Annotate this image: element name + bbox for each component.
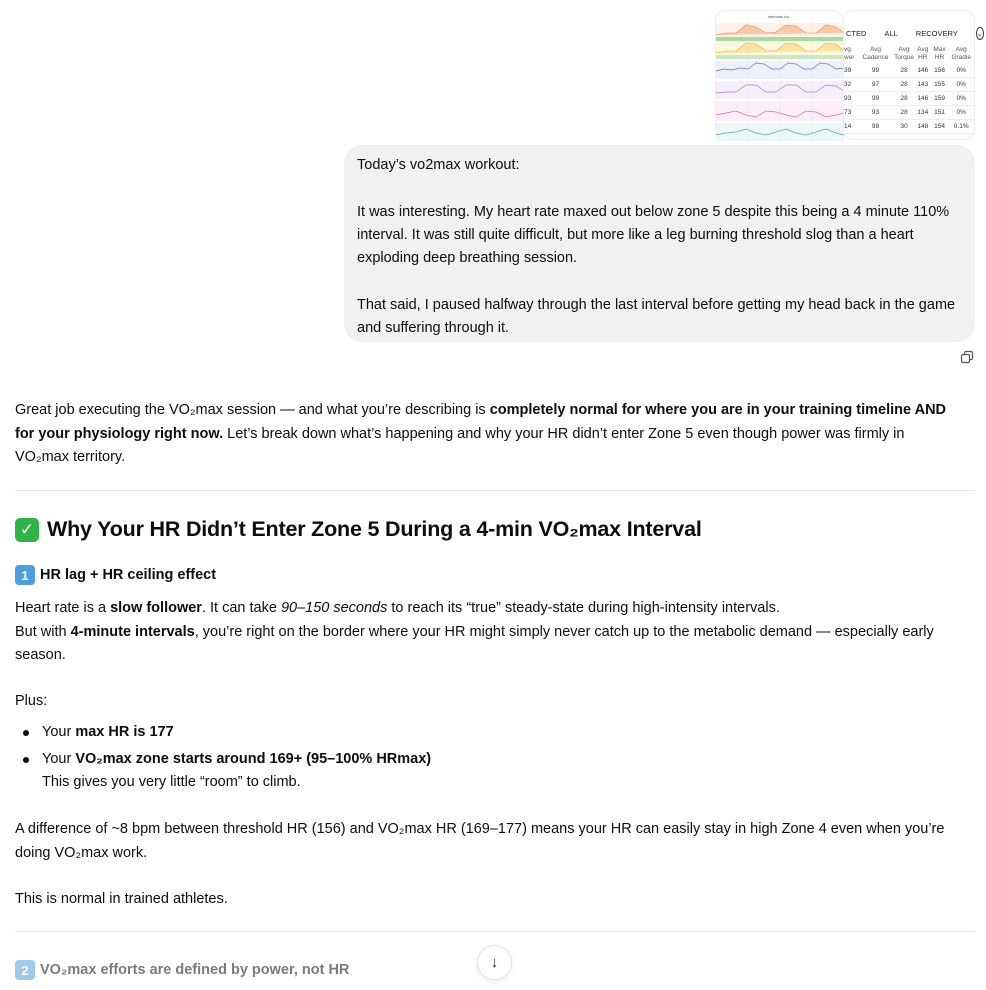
subheading-2 (15, 960, 349, 980)
table-cell: 99 (858, 64, 893, 78)
intro-text: Let’s break down what’s happening and why your HR didn’t enter Zone 5 even though power was firmly in VO₂max territory. (15, 425, 905, 465)
user-message-bubble (344, 145, 975, 342)
subheading-1 (15, 565, 216, 585)
tab-all: ALL (884, 29, 898, 38)
table-cell: 146 (915, 92, 931, 106)
attached-table-image[interactable] (843, 10, 983, 140)
list-item (15, 748, 915, 795)
col-header: Avg (917, 46, 929, 53)
table-cell: 99 (858, 92, 893, 106)
plus-label: Plus: (15, 693, 48, 709)
col-header: Gradie (951, 54, 971, 61)
list-item (15, 721, 915, 745)
text: to reach its “true” steady-state during high-intensity intervals. (387, 600, 780, 616)
col-header: wer (844, 54, 855, 61)
col-header: Torque (894, 54, 914, 61)
table-cell: 159 (931, 92, 949, 106)
attached-chart-image[interactable] (715, 10, 843, 140)
table-cell: 28 (893, 78, 915, 92)
user-message-paragraph: That said, I paused halfway through the last interval before getting my head back in the game and suffering through it. (357, 297, 956, 336)
table-cell: 73 (844, 106, 858, 120)
table-cell: 146 (915, 64, 931, 78)
bold-text: 4-minute intervals (70, 623, 195, 640)
table-row (844, 120, 974, 134)
text: This gives you very little “room” to climb. (42, 774, 301, 790)
table-row (844, 64, 974, 78)
text: Heart rate is a (15, 600, 111, 616)
table-cell: 155 (931, 78, 949, 92)
paragraph (15, 621, 945, 668)
tab-selected: CTED (846, 29, 867, 38)
table-cell: 0% (948, 78, 974, 92)
col-header: vg (844, 46, 851, 53)
chart-thumbnail (716, 11, 844, 141)
table-cell: 39 (844, 64, 858, 78)
table-cell: 0% (948, 92, 974, 106)
table-cell: 93 (844, 92, 858, 106)
divider (15, 490, 975, 491)
paragraph-difference: A difference of ~8 bpm between threshold HR (156) and VO₂max HR (169–177) means your HR can easily stay in high Zone 4 even when you’re doing VO₂max work. (15, 821, 945, 861)
col-header: Max (933, 46, 946, 53)
table-cell: 30 (893, 120, 915, 134)
keycap-two-icon: 2 (15, 960, 35, 980)
subheading-text: VO₂max efforts are defined by power, not HR (40, 962, 350, 978)
paragraph-normal: This is normal in trained athletes. (15, 891, 228, 907)
arrow-down-icon: ↓ (490, 954, 499, 971)
chevron-down-icon: ⌄ (976, 27, 984, 40)
col-header: HR (934, 54, 945, 61)
assistant-intro (15, 399, 960, 470)
table-cell: 143 (915, 78, 931, 92)
copy-icon[interactable] (960, 350, 974, 364)
text: , you’re right on the border where your HR might simply never catch up to the metabolic demand — especially early season. (15, 623, 934, 663)
table-cell: 93 (858, 106, 893, 120)
text: But with (15, 623, 71, 640)
tab-recovery: RECOVERY (915, 29, 958, 38)
table-row (844, 78, 974, 92)
table-cell: 148 (915, 120, 931, 134)
table-cell: 156 (931, 64, 949, 78)
table-cell: 0% (948, 64, 974, 78)
col-header: Avg (869, 46, 882, 53)
paragraph-hr-lag (15, 597, 945, 668)
bold-text: VO₂max zone starts around 169+ (95–100% HRmax) (75, 750, 432, 767)
check-mark-icon: ✓ (15, 518, 39, 542)
table-header-row (844, 46, 974, 64)
metrics-table (844, 46, 974, 134)
text: Your (42, 724, 76, 740)
table-cell: 154 (931, 120, 949, 134)
table-cell: 28 (893, 92, 915, 106)
table-cell: 98 (858, 120, 893, 134)
table-cell: 0.1% (948, 120, 974, 134)
text: Your (42, 750, 76, 767)
keycap-one-icon: 1 (15, 565, 35, 585)
bold-text: max HR is 177 (75, 724, 174, 740)
paragraph (15, 597, 945, 621)
scroll-to-bottom-button[interactable] (477, 945, 512, 980)
col-header: Avg (898, 46, 910, 53)
table-cell: 97 (858, 78, 893, 92)
user-message-line: Today’s vo2max workout: (357, 157, 520, 173)
user-message-paragraph: It was interesting. My heart rate maxed out below zone 5 despite this being a 4 minute 110% interval. It was still quite difficult, but more like a leg burning threshold slog than a heart exploding deep breathing session. (357, 204, 950, 266)
col-header: HR (918, 54, 928, 61)
intro-paragraph (15, 399, 960, 470)
intro-text: Great job executing the VO₂max session — and what you’re describing is (15, 402, 490, 418)
table-cell: 32 (844, 78, 858, 92)
table-cell: 14 (844, 120, 858, 134)
table-cell: 151 (931, 106, 949, 120)
col-header: Cadence (862, 54, 889, 61)
table-cell: 28 (893, 64, 915, 78)
bold-text: slow follower (110, 600, 202, 616)
table-cell: 0% (948, 106, 974, 120)
col-header: Avg (955, 46, 967, 53)
bullet-list (15, 721, 915, 798)
italic-text: 90–150 seconds (280, 600, 388, 616)
table-tabs (844, 11, 983, 40)
intro-bold: completely normal for where you are in your training timeline AND for your physiology right now. (15, 402, 947, 442)
table-row (844, 106, 974, 120)
subheading-text: HR lag + HR ceiling effect (40, 567, 217, 583)
svg-text:intervals.icu: intervals.icu (768, 14, 790, 19)
text: . It can take (201, 600, 281, 616)
table-row (844, 92, 974, 106)
section-heading (15, 517, 702, 542)
table-cell: 134 (915, 106, 931, 120)
heading-text: Why Your HR Didn’t Enter Zone 5 During a 4-min VO₂max Interval (47, 517, 702, 541)
table-cell: 28 (893, 106, 915, 120)
divider (15, 931, 975, 932)
